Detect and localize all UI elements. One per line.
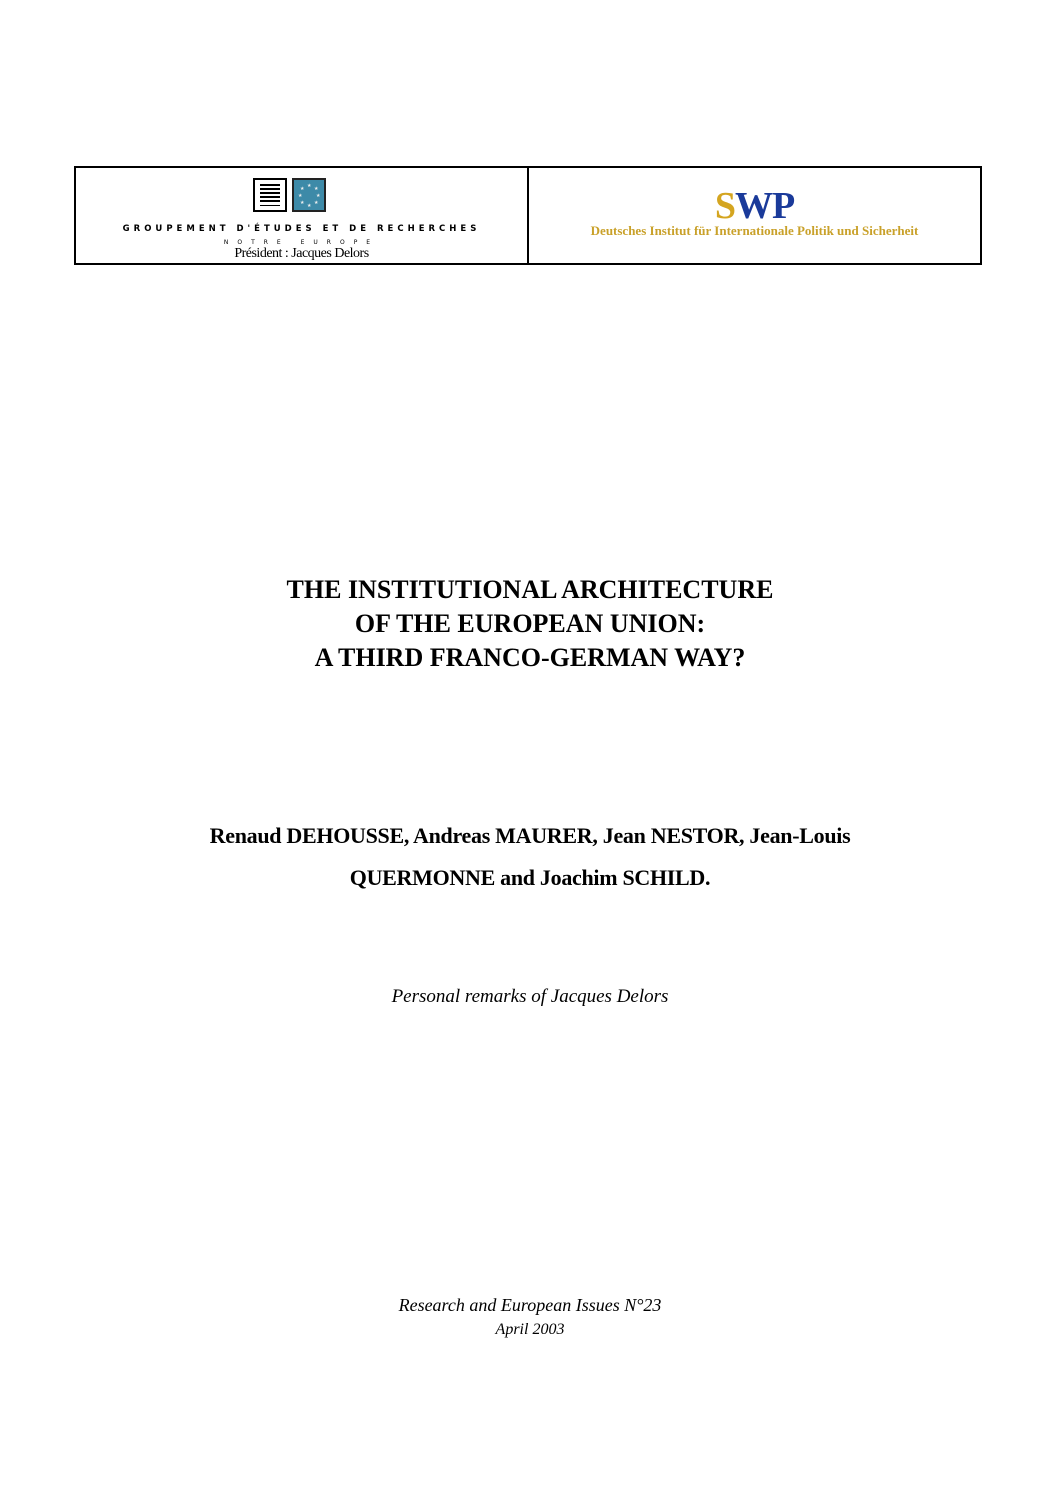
swp-institute-label: Deutsches Institut für Internationale Politik und Sicherheit [590, 223, 919, 238]
swp-logo-s: S [714, 185, 735, 227]
notre-europe-logo-cell [76, 168, 529, 263]
president-label: Président : Jacques Delors [234, 246, 369, 261]
title-line: THE INSTITUTIONAL ARCHITECTURE [286, 575, 774, 604]
authors-line: QUERMONNE and Joachim SCHILD. [349, 865, 711, 890]
title-line: A THIRD FRANCO-GERMAN WAY? [314, 643, 746, 672]
remarks-subtitle: Personal remarks of Jacques Delors [391, 986, 669, 1007]
organization-label: GROUPEMENT D'ÉTUDES ET DE RECHERCHES [122, 224, 481, 234]
notre-europe-label: NOTRE EUROPE [223, 239, 380, 246]
header-logos-table [74, 166, 982, 265]
authors [0, 815, 1060, 899]
authors-line: Renaud DEHOUSSE, Andreas MAURER, Jean NESTOR, Jean-Louis [209, 823, 851, 848]
swp-logo [529, 184, 980, 228]
eu-stars-icon: ★ ★ ★ ★ ★ ★ ★ ★ [292, 178, 326, 212]
title-line: OF THE EUROPEAN UNION: [354, 609, 706, 638]
swp-logo-wp: WP [734, 185, 795, 227]
series-label: Research and European Issues N°23 [398, 1295, 662, 1315]
document-lines-icon [253, 178, 287, 212]
document-title [0, 573, 1060, 675]
publication-date: April 2003 [495, 1321, 565, 1338]
swp-logo-cell [529, 168, 980, 263]
